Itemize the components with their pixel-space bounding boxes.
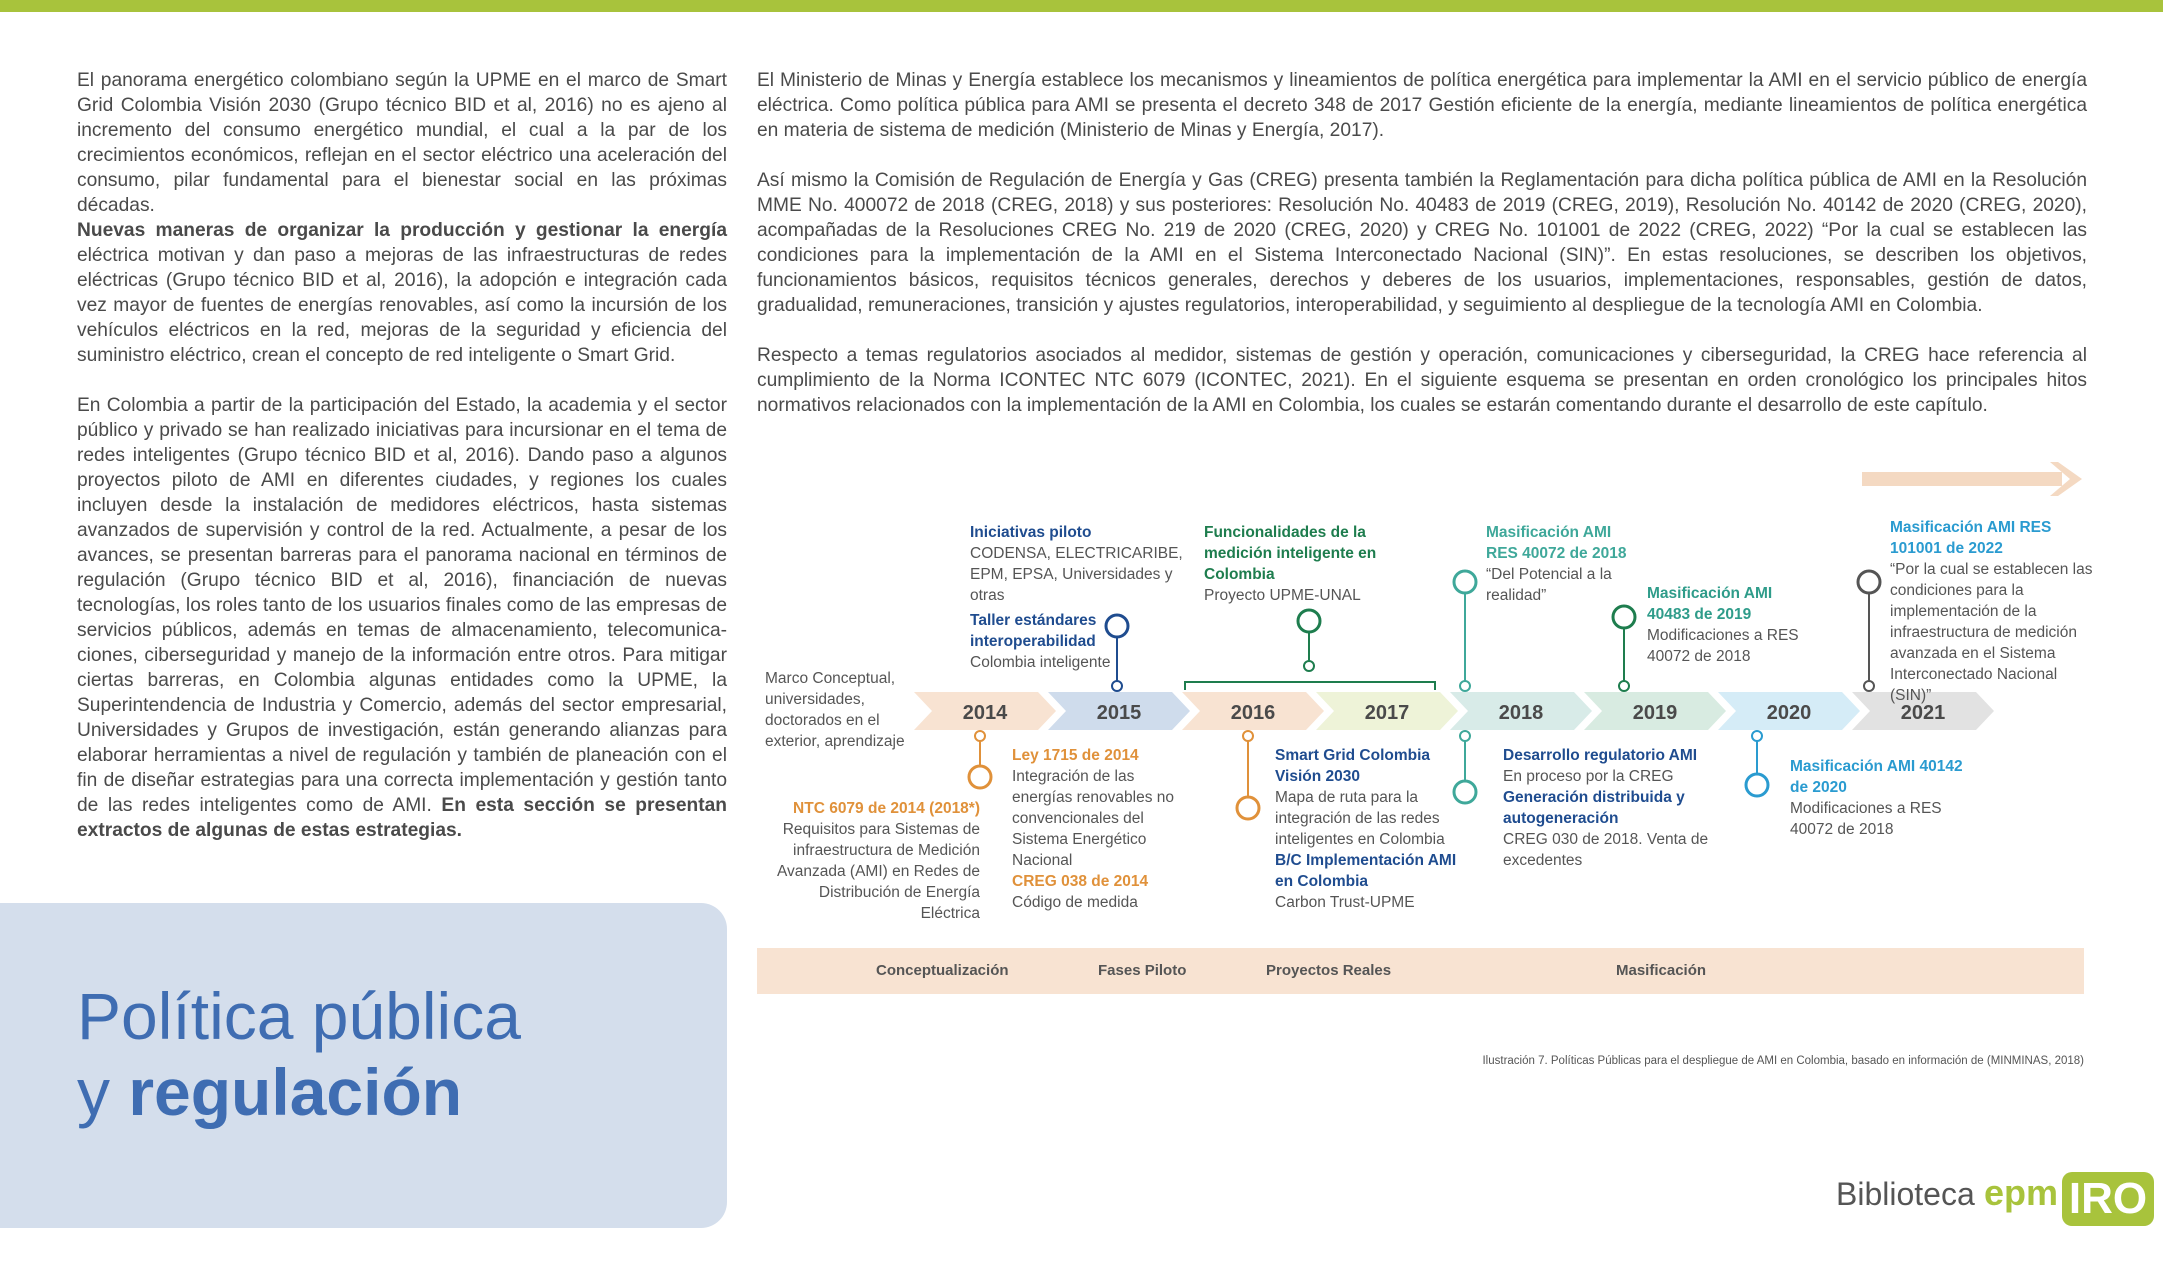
year-label-2016: 2016 [1230,702,1276,724]
bracket-2016-2017 [1185,682,1435,690]
year-label-2020: 2020 [1766,702,1812,724]
year-label-2017: 2017 [1364,702,1410,724]
epm-logo: epm [1984,1172,2059,1213]
paragraph-nuevas-maneras-text: eléctrica motivan y dan paso a mejoras de las infraestructuras de redes eléctricas (Grupo técnico BID et al, 2016), la adopción e integración cada vez mayor de fuentes de energías renovables, así como la incursión de los vehículos eléctricos en la red, mejoras de la seguridad y eficiencia del suministro eléctrico, crean el concepto de red inteligente o Smart Grid. [77,245,727,366]
paragraph-regulatorios: Respecto a temas regulatorios asociados al medidor, sistemas de gestión y operación, comunicaciones y ciberseguridad, la CREG hace referencia al cumplimiento de la Norma ICONTEC NTC 6079 (ICONTEC, 2021). En el siguiente esquema se presentan en orden cronológico los principales hitos normativos relacionados con la implementación de la AMI en Colombia, los cuales se estarán comentando durante el desarrollo de este capítulo. [757,345,2087,416]
pin-masificacion-2022 [1858,571,1880,691]
masificacion-2019: Masificación AMI 40483 de 2019 Modificaciones a RES 40072 de 2018 [1647,585,1799,665]
masificacion-2022: Masificación AMI RES 101001 de 2022 “Por la cual se establecen las condiciones para la implementación de la infraestructura de medición avanzada en el Sistema Interconectado Nacional (SIN)” [1890,519,2093,704]
paragraph-creg: Así mismo la Comisión de Regulación de Energía y Gas (CREG) presenta también la Reglamentación para dicha política pública de AMI en la Resolución MME No. 400072 de 2018 (CREG, 2018) y sus posteriores: Resolución No. 40483 de 2019 (CREG, 2019), Resolución No. 40142 de 2020 (CREG, 2020), acompañadas de la Resoluciones CREG No. 219 de 2020 (CREG, 2020) y CREG No. 101001 de 2022 (CREG, 2022) “Por la cual se establecen las condiciones para la implementación de la AMI en el Sistema Interconectado Nacional (SIN)”. En estas resoluciones, se describen los objetivos, funcionamientos básicos, requisitos técnicos generales, derechos y deberes de los usuarios, implementaciones, responsables, gestión de datos, gradualidad, remuneraciones, transición y ajustes regulatorios, interoperabilidad, y seguimiento al despliegue de la tecnología AMI en Colombia. [757,170,2087,316]
iniciativas-piloto: Iniciativas piloto CODENSA, ELECTRICARIBE, EPM, EPSA, Universidades y otras [970,524,1183,604]
year-label-2021: 2021 [1900,702,1946,724]
masificacion-2020: Masificación AMI 40142 de 2020 Modificaciones a RES 40072 de 2018 [1790,758,1963,838]
phase-fases-piloto: Fases Piloto [1098,962,1187,979]
paragraph-panorama: El panorama energético colombiano según la UPME en el marco de Smart Grid Colombia Visión 2030 (Grupo técnico BID et al, 2016) no es ajeno al incremento del consumo energético mundial, el cual a la par de los crecimientos económicos, reflejan en el sector eléctrico una aceleración del consumo, pilar fundamental para el bienestar social en las próximas décadas. [77,70,727,216]
phase-conceptualizacion: Conceptualización [876,962,1009,979]
pin-ley-1715 [1237,731,1259,819]
paragraph-en-colombia-text: En Colombia a partir de la participación del Estado, la academia y el sector público y privado se han realizado iniciativas para incursionar en el tema de redes inteligentes (Grupo técnico BID et al, 2016). Dando paso a algunos proyectos piloto de AMI en diferentes ciudades, y regiones los cuales incluyen desde la instalación de medidores eléctricos, hasta sistemas avanzados de supervisión y control de la red. Actualmente, a pesar de los avances, se presentan barreras para el panorama nacional en términos de regulación (Grupo técnico BID et al, 2016), financiación de nuevas tecnologías, los roles tanto de los usuarios finales como de las empresas de servicios públicos, además en temas de almacenamiento, telecomunica-ciones, ciberseguridad y manejo de la información entre otros. Para mitigar ciertas barreras, en Colombia algunas entidades como la UPME, la Superintendencia de Industria y Comercio, además del sector empresarial, Universidades y Grupos de investigación, están generando alianzas para elaborar herramientas a nivel de regulación y también de planeación con el fin de diseñar estrategias para una correcta implementación y gestión tanto de las redes inteligentes como de AMI. [77,395,727,816]
year-label-2015: 2015 [1096,702,1142,724]
smart-grid-vision: Smart Grid Colombia Visión 2030 Mapa de ruta para la integración de las redes inteligentes en Colombia B/C Implementación AMI en Colombia Carbon Trust-UPME [1275,747,1457,911]
figure-caption: Ilustración 7. Políticas Públicas para el despliegue de AMI en Colombia, basado en información de (MINMINAS, 2018) [1482,1054,2084,1067]
taller-estandares: Taller estándares interoperabilidad Colombia inteligente [970,612,1111,671]
phase-proyectos-reales: Proyectos Reales [1266,962,1392,979]
paragraph-en-colombia-bold: En esta sección se presentan extractos de algunas de estas estrategias. [77,795,728,841]
masificacion-2018: Masificación AMI RES 40072 de 2018 “Del Potencial a la realidad” [1486,524,1627,604]
paragraph-nuevas-maneras-bold: Nuevas maneras de organizar la producción y gestionar la energía [77,220,727,241]
pin-masificacion-2019 [1613,606,1635,691]
desarrollo-regulatorio: Desarrollo regulatorio AMI En proceso por la CREG Generación distribuida y autogeneración CREG 030 de 2018. Venta de excedentes [1503,747,1709,869]
trend-arrow-icon [1862,462,2082,496]
biblioteca-logo-text: Biblioteca [1836,1176,1975,1212]
year-label-2014: 2014 [962,702,1008,724]
ntc-6079: NTC 6079 de 2014 (2018*) Requisitos para Sistemas de infraestructura de Medición Avanzada (AMI) en Redes de Distribución de Energía Eléctrica [776,800,980,922]
section-title-bold: regulación [128,1055,463,1129]
pin-funcionalidades [1298,610,1320,671]
marco-conceptual: Marco Conceptual, universidades, doctorados en el exterior, aprendizaje [765,670,905,750]
pin-ntc-6079 [969,731,991,788]
section-title-line1: Política pública [77,979,521,1053]
funcionalidades-medicion: Funcionalidades de la medición inteligente en Colombia Proyecto UPME-UNAL [1204,524,1377,604]
pin-masificacion-2020 [1746,731,1768,796]
year-label-2018: 2018 [1498,702,1544,724]
section-title-prefix: y [77,1055,129,1129]
phase-masificacion: Masificación [1616,962,1707,979]
iro-badge: IRO [2062,1172,2154,1226]
pin-masificacion-2018 [1454,571,1476,691]
paragraph-ministerio: El Ministerio de Minas y Energía establece los mecanismos y lineamientos de política energética para implementar la AMI en el servicio público de energía eléctrica. Como política pública para AMI se presenta el decreto 348 de 2017 Gestión eficiente de la energía, mediante lineamientos de política energética en materia de sistema de medición (Ministerio de Minas y Energía, 2017). [757,70,2087,141]
ley-1715: Ley 1715 de 2014 Integración de las energías renovables no convencionales del Sistema Energético Nacional CREG 038 de 2014 Código de medida [1012,747,1175,911]
year-label-2019: 2019 [1632,702,1678,724]
